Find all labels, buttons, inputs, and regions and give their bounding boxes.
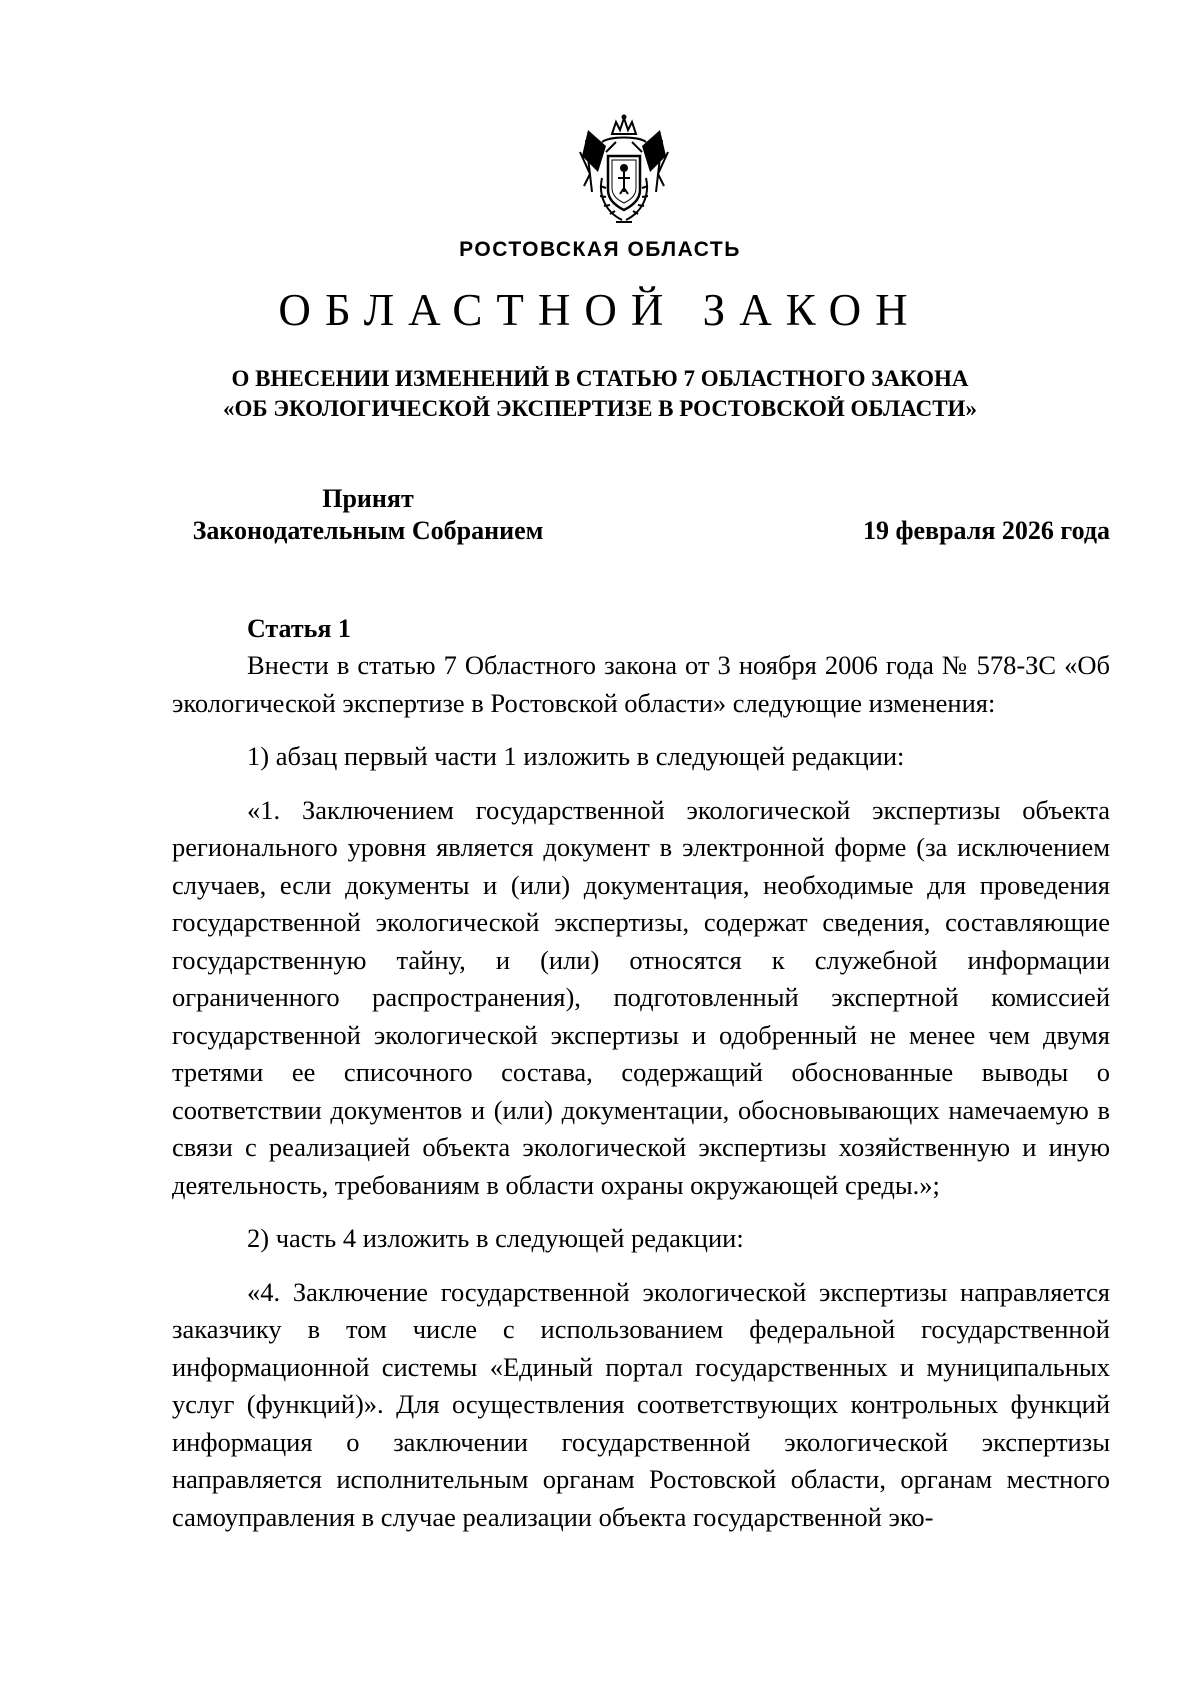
law-subject-line: О ВНЕСЕНИИ ИЗМЕНЕНИЙ В СТАТЬЮ 7 ОБЛАСТНОГО ЗАКОНА (231, 366, 969, 391)
article-heading: Статья 1 (247, 614, 351, 643)
article-paragraph: 2) часть 4 изложить в следующей редакции: (247, 1223, 744, 1253)
adoption-date: 19 февраля 2026 года (863, 516, 1110, 545)
article-paragraph: 1) абзац первый части 1 изложить в следующей редакции: (247, 741, 905, 771)
law-subject (0, 364, 1200, 424)
law-subject-line: «ОБ ЭКОЛОГИЧЕСКОЙ ЭКСПЕРТИЗЕ В РОСТОВСКОЙ ОБЛАСТИ» (223, 396, 977, 421)
adopted-label: Принят (322, 484, 414, 513)
article-paragraph: «1. Заключением государственной экологической экспертизы объекта регионального уровня является документ в электронной форме (за исключением случаев, если документы и (или) документация, необходимые для проведения государственной экологической экспертизы, содержат сведения, составляющие государственную тайну, и (или) относятся к служебной информации ограниченного распространения), подготовленный экспертной комиссией государственной экологической экспертизы и одобренный не менее чем двумя третями ее списочного состава, содержащий обоснованные выводы о соответствии документов и (или) документации, обосновывающих намечаемую в связи с реализацией объекта экологической экспертизы хозяйственную и иную деятельность, требованиям в области охраны окружающей среды.»; (172, 794, 1110, 1200)
document-type-title: ОБЛАСТНОЙ ЗАКОН (278, 285, 922, 335)
article-paragraph: «4. Заключение государственной экологической экспертизы направляется заказчику в том числе с использованием федеральной государственной информационной системы «Единый портал государственных и муниципальных услуг (функций)». Для осуществления соответствующих контрольных функций информация о заключении государственной экологической экспертизы направляется исполнительным органам Ростовской области, органам местного самоуправления в случае реализации объекта государственной эко- (172, 1276, 1110, 1532)
coat-of-arms-icon (576, 112, 672, 228)
legislative-assembly-label: Законодательным Собранием (192, 516, 544, 545)
region-name: РОСТОВСКАЯ ОБЛАСТЬ (459, 238, 741, 261)
article-paragraph: Внести в статью 7 Областного закона от 3 ноября 2006 года № 578-ЗС «Об экологической экспертизе в Ростовской области» следующие изменения: (172, 650, 1110, 718)
article-body (172, 647, 1110, 1552)
adoption-authority (176, 483, 560, 547)
